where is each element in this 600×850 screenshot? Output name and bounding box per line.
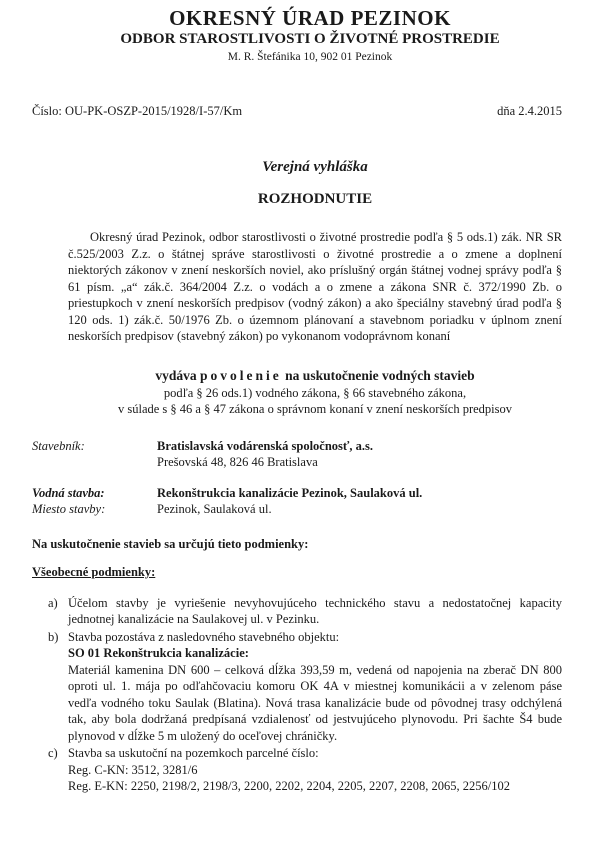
object-description: Materiál kamenina DN 600 – celková dĺžka 393,59 m, vedená od napojenia na zberač DN 800 oproti ul. 1. mája po odľahčovaciu komoru OK 4A v miestnej komunikácii a v zelenom páse vedľa vodného toku Saulak (Blatina). Nová trasa kanalizácie bude od pôvodnej trasy odchýlená tak, aby bola dodržaná predpísaná vzdialenosť od jestvujúceho plynovodu. Pri šachte Š4 bude plynovod v dĺžke 5 m uložený do oceľovej chráničky. [68,662,562,743]
parcel-e-kn: Reg. E-KN: 2250, 2198/2, 2198/3, 2200, 2202, 2204, 2205, 2207, 2208, 2065, 2256/102 [68,779,511,794]
permit-line-2: podľa § 26 ods.1) vodného zákona, § 66 stavebného zákona, [163,385,467,400]
builder-address: Prešovská 48, 826 46 Bratislava [157,455,318,470]
conditions-title: Na uskutočnenie stavieb sa určujú tieto podmienky: [32,536,309,551]
parcel-c-kn: Reg. C-KN: 3512, 3281/6 [68,762,198,777]
builder-label: Stavebník: [32,438,85,453]
water-work-field [32,485,562,502]
general-conditions-title: Všeobecné podmienky: [32,565,156,580]
permit-suffix: na uskutočnenie vodných stavieb [285,367,475,383]
department-name: ODBOR STAROSTLIVOSTI O ŽIVOTNÉ PROSTREDIE [120,31,500,48]
intro-paragraph: Okresný úrad Pezinok, odbor starostlivosti o životné prostredie podľa § 5 ods.1) zák. NR SR č.525/2003 Z.z. o štátnej správe starostlivosti o životné prostredie a o zmene a doplnení niektorých zákonov v znení neskorších noviel, ako príslušný orgán štátnej vodnej správy podľa § 61 písm. „a“ zák.č. 364/2004 Z.z. o vodách a o zmene a zákona SNR č. 372/1990 Zb. o priestupkoch v znení neskorších predpisov (vodný zákon) a ako špeciálny stavebný úrad podľa § 120 ods. 1) zák.č. 50/1976 Zb. o územnom plánovaní a stavebnom poriadku v úplnom znení neskorších predpisov (stavebný zákon) po vykonanom vodoprávnom konaní [68,230,562,344]
notice-title: Verejná vyhláška [262,158,368,175]
reference-line [32,103,562,120]
conditions-list [48,595,562,795]
site-value: Pezinok, Saulaková ul. [157,502,272,517]
list-item [48,629,562,745]
permit-line-1 [68,367,562,385]
item-text: Účelom stavby je vyriešenie nevyhovujúceho technického stavu a nedostatočnej kapacity jednotnej kanalizácie na Saulakovej ul. v Pezinku. [68,595,562,627]
permit-prefix: vydáva [155,367,197,383]
office-address: M. R. Štefánika 10, 902 01 Pezinok [227,51,393,64]
reference-number: Číslo: OU-PK-OSZP-2015/1928/I-57/Km [32,104,243,119]
builder-field [32,438,562,471]
site-field [32,501,562,518]
list-item [48,745,562,795]
water-work-value: Rekonštrukcia kanalizácie Pezinok, Saulaková ul. [157,485,423,500]
object-title: SO 01 Rekonštrukcia kanalizácie: [68,646,249,661]
permit-line-3: v súlade s § 46 a § 47 zákona o správnom konaní v znení neskorších predpisov [117,402,512,417]
site-label: Miesto stavby: [32,502,106,517]
item-marker: c) [48,746,58,761]
water-work-label: Vodná stavba: [32,485,105,500]
decision-title: ROZHODNUTIE [257,190,373,207]
list-item [48,595,562,628]
permit-statement [68,367,562,418]
letterhead [58,0,562,65]
builder-name: Bratislavská vodárenská spoločnosť, a.s. [157,438,374,453]
item-marker: a) [48,595,58,610]
item-marker: b) [48,629,59,644]
item-text: Stavba pozostáva z nasledovného stavebného objektu: [68,629,340,644]
document-date: dňa 2.4.2015 [497,104,562,119]
permit-word: povolenie [200,367,282,383]
office-name: OKRESNÝ ÚRAD PEZINOK [169,6,451,30]
item-text: Stavba sa uskutoční na pozemkoch parcelné číslo: [68,746,319,761]
